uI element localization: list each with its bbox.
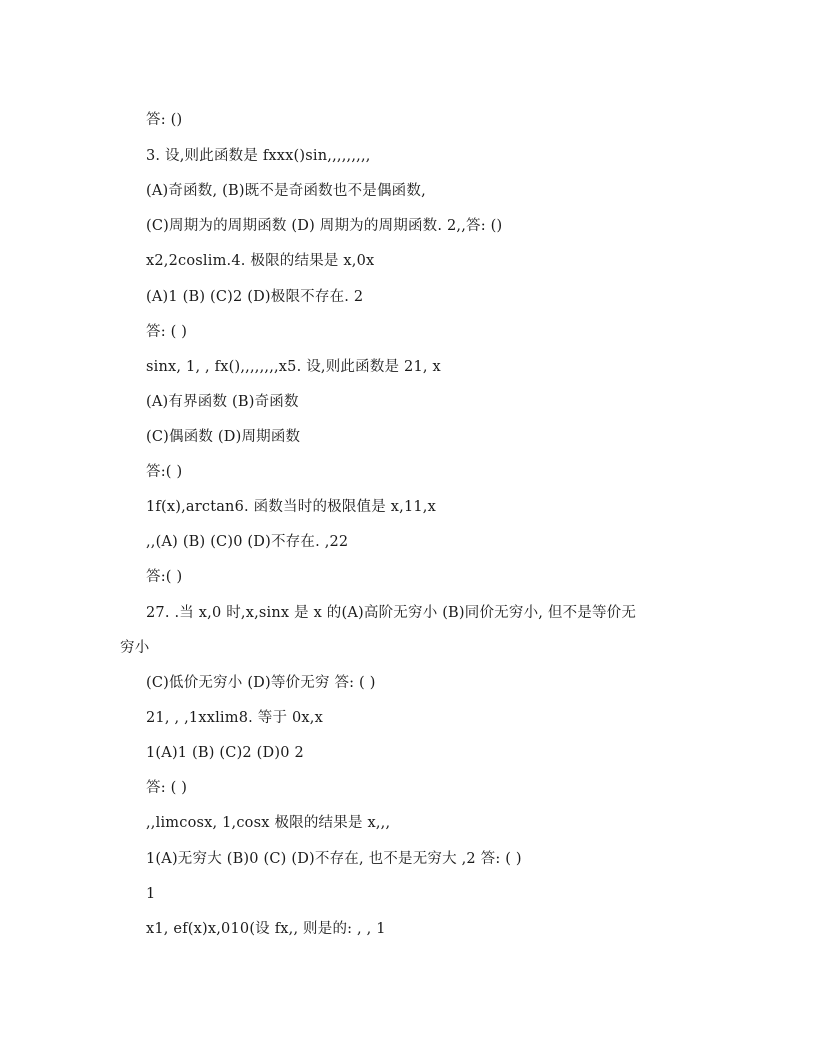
question-5-options-cd: (C)偶函数 (D)周期函数 [146,429,301,445]
question-8-stem: 21, , ,1xxlim8. 等于 0x,x [146,710,323,726]
question-5-options-ab: (A)有界函数 (B)奇函数 [146,394,299,410]
question-8-options: 1(A)1 (B) (C)2 (D)0 2 [146,745,304,761]
question-7-options-cd: (C)低价无穷小 (D)等价无穷 答: ( ) [146,675,376,691]
question-3-stem: 3. 设,则此函数是 fxxx()sin,,,,,,,,, [146,148,371,164]
question-9-stem: ,,limcosx, 1,cosx 极限的结果是 x,,, [146,815,391,831]
question-4-stem: x2,2coslim.4. 极限的结果是 x,0x [146,253,375,269]
question-7-stem-wrap: 穷小 [120,640,150,656]
question-3-options-ab: (A)奇函数, (B)既不是奇函数也不是偶函数, [146,183,426,199]
answer-blank-2: 答: () [146,112,183,128]
question-9-options: 1(A)无穷大 (B)0 (C) (D)不存在, 也不是无穷大 ,2 答: ( ) [146,851,522,867]
question-5-stem: sinx, 1, , fx(),,,,,,,,x5. 设,则此函数是 21, x [146,359,441,375]
question-6-options: ,,(A) (B) (C)0 (D)不存在. ,22 [146,534,349,550]
question-7-stem: 27. .当 x,0 时,x,sinx 是 x 的(A)高阶无穷小 (B)同价无穷小, 但不是等价无 [146,605,637,621]
question-6-stem: 1f(x),arctan6. 函数当时的极限值是 x,11,x [146,499,436,515]
question-10-stem: x1, ef(x)x,010(设 fx,, 则是的: , , 1 [146,921,386,937]
answer-blank-5: 答:( ) [146,464,183,480]
answer-blank-8: 答: ( ) [146,780,188,796]
question-4-options: (A)1 (B) (C)2 (D)极限不存在. 2 [146,289,364,305]
fraction-numerator: 1 [146,886,156,902]
answer-blank-6: 答:( ) [146,569,183,585]
answer-blank-4: 答: ( ) [146,324,188,340]
question-3-options-cd: (C)周期为的周期函数 (D) 周期为的周期函数. 2,,答: () [146,218,503,234]
